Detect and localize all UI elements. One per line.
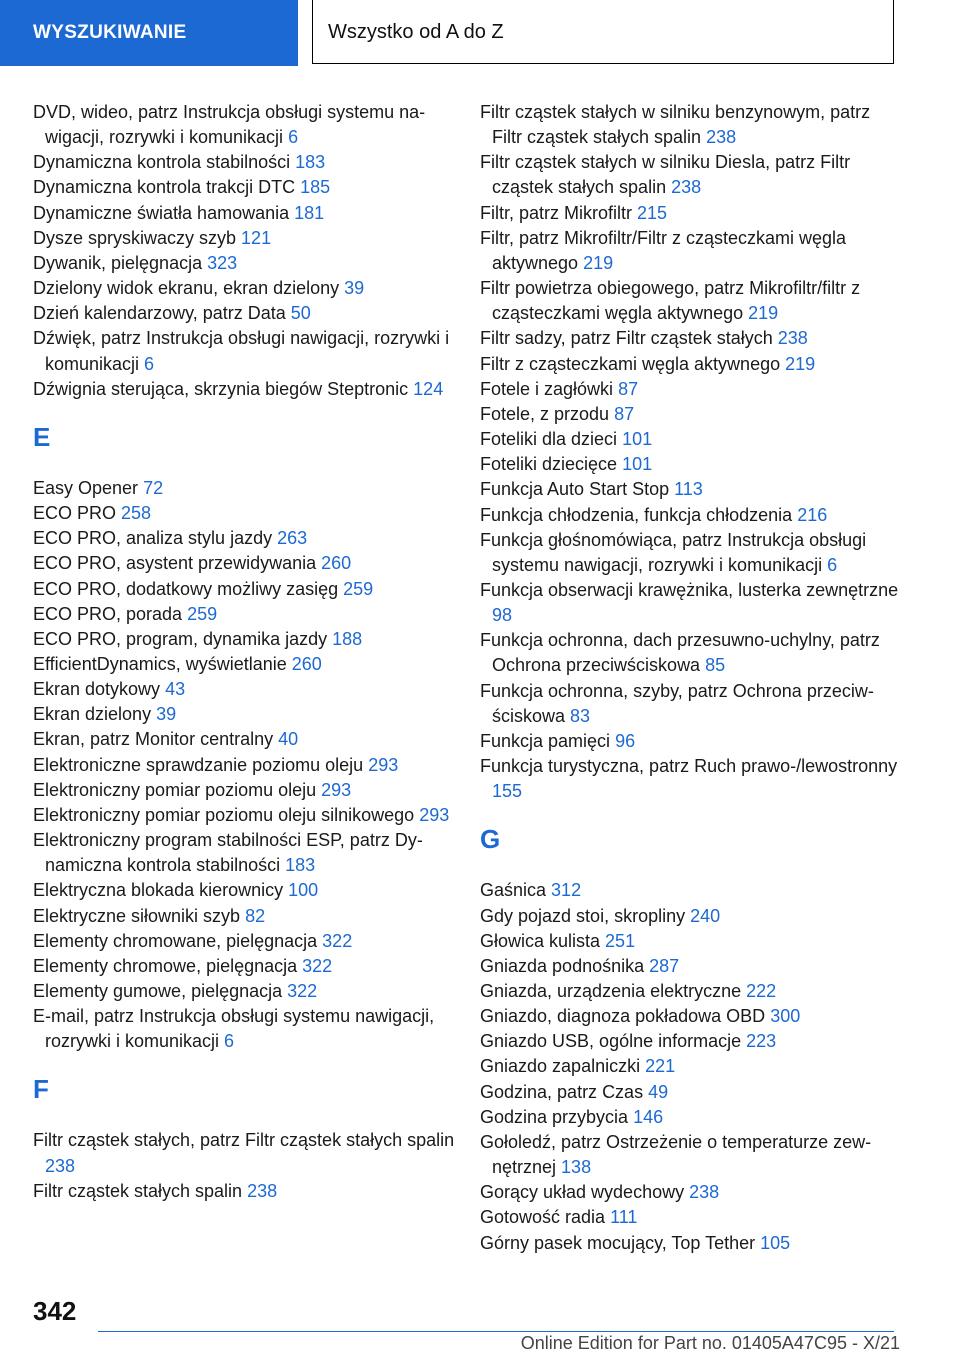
index-entry: [33, 476, 457, 501]
index-entry-text: Gniazdo zapalniczki: [480, 1056, 646, 1077]
index-entry: [33, 1179, 457, 1204]
index-entry-text: Dźwignia sterująca, skrzynia biegów Steptronic: [33, 378, 414, 399]
index-entry: [33, 251, 457, 276]
index-entry-text: Elektroniczny pomiar poziomu oleju: [33, 779, 322, 800]
index-entry-text: Filtr cząstek stałych, patrz Filtr cząstek stałych spalin: [33, 1130, 455, 1151]
index-entry-text: Dywanik, pielęgnacja: [33, 252, 208, 273]
page-link[interactable]: 87: [618, 378, 639, 399]
page-link[interactable]: 43: [165, 679, 186, 700]
page-link[interactable]: 238: [689, 1182, 720, 1203]
page-link[interactable]: 100: [288, 880, 319, 901]
index-entry: [33, 979, 457, 1004]
page-link[interactable]: 322: [322, 930, 353, 951]
index-entry-text: Godzina, patrz Czas: [480, 1081, 649, 1102]
page-link[interactable]: 260: [321, 553, 352, 574]
index-entry: [480, 100, 904, 150]
page-link[interactable]: 222: [746, 981, 777, 1001]
index-entry: [33, 577, 457, 602]
index-entry-text: Gniazdo USB, ogólne informacje: [480, 1031, 747, 1052]
index-entry-text: Ekran dzielony: [33, 704, 157, 725]
page-link[interactable]: 238: [706, 127, 737, 148]
page-link[interactable]: 259: [343, 578, 374, 599]
index-entry: [480, 201, 904, 226]
index-entry: [33, 276, 457, 301]
index-entry: [480, 1231, 904, 1256]
page-link[interactable]: 287: [649, 955, 680, 976]
index-entry: [480, 402, 904, 427]
page-link[interactable]: 293: [419, 804, 450, 825]
index-entry-text: ECO PRO, porada: [33, 603, 188, 624]
index-entry-text: Elektryczne siłowniki szyb: [33, 905, 246, 926]
index-entry: [33, 904, 457, 929]
page-link[interactable]: 183: [295, 152, 326, 173]
page-link[interactable]: 82: [245, 905, 266, 926]
index-letter-heading: G: [480, 824, 501, 855]
page-link[interactable]: 188: [332, 628, 363, 649]
index-entry-text: Funkcja turystyczna, patrz Ruch prawo-/lewostronny: [480, 756, 898, 777]
index-entry: [33, 753, 457, 778]
page-link[interactable]: 40: [278, 729, 299, 750]
index-entry: [480, 729, 904, 754]
index-entry-text: Funkcja chłodzenia, funkcja chłodzenia: [480, 504, 798, 525]
page-link[interactable]: 39: [156, 704, 177, 725]
page-link[interactable]: 124: [413, 378, 444, 399]
index-entry-text: EfficientDynamics, wyświetlanie: [33, 653, 292, 674]
page-title: Wszystko od A do Z: [312, 0, 894, 64]
index-entry: [480, 528, 904, 578]
index-entry-text: Gdy pojazd stoi, skropliny: [480, 905, 691, 926]
index-entry-text: Fotele i zagłówki: [480, 378, 619, 399]
index-entry: [480, 352, 904, 377]
index-entry-text: Gotowość radia: [480, 1207, 611, 1228]
page-link[interactable]: 240: [690, 905, 721, 926]
index-entry-text: Ekran dotykowy: [33, 679, 166, 700]
page-link[interactable]: 6: [144, 353, 155, 374]
index-entry-text: ECO PRO, asystent przewidywania: [33, 553, 322, 574]
page-link[interactable]: 258: [121, 503, 152, 524]
index-entry: [480, 377, 904, 402]
index-column-left: [33, 100, 457, 1204]
index-entry-text: Ekran, patrz Monitor centralny: [33, 729, 279, 750]
index-entry-text: Easy Opener: [33, 477, 144, 498]
index-entry-text: Dynamiczna kontrola stabilności: [33, 152, 296, 173]
index-entry: [480, 1180, 904, 1205]
page-link[interactable]: 101: [622, 429, 653, 450]
index-entry-text: Elektryczna blokada kierownicy: [33, 880, 289, 901]
index-entry: [33, 778, 457, 803]
index-letter-heading: F: [33, 1074, 49, 1105]
index-entry: [480, 578, 904, 628]
index-entry-text: Funkcja Auto Start Stop: [480, 479, 675, 500]
page-link[interactable]: 238: [45, 1155, 76, 1176]
index-entry-text: Elementy chromowane, pielęgnacja: [33, 930, 323, 951]
index-entry: [33, 652, 457, 677]
index-entry-text: Filtr cząstek stałych spalin: [33, 1180, 248, 1201]
page-link[interactable]: 322: [302, 955, 333, 976]
index-entry-text: Godzina przybycia: [480, 1106, 634, 1127]
page-link[interactable]: 221: [645, 1056, 676, 1077]
index-entry: [480, 150, 904, 200]
index-entry-text: Filtr, patrz Mikrofiltr/Filtr z cząsteczkami węgla aktywnego: [480, 227, 847, 273]
index-entry-text: Filtr, patrz Mikrofiltr: [480, 202, 638, 223]
page-number: 342: [33, 1296, 77, 1326]
page-link[interactable]: 6: [827, 554, 838, 575]
page-link[interactable]: 85: [705, 655, 726, 676]
index-entry: [33, 377, 457, 402]
page-link[interactable]: 259: [187, 603, 218, 624]
index-entry: [33, 727, 457, 752]
page-link[interactable]: 300: [770, 1006, 801, 1027]
page-link[interactable]: 105: [760, 1232, 791, 1253]
index-entry: [33, 803, 457, 828]
page-link[interactable]: 98: [492, 605, 513, 626]
index-entry: [33, 201, 457, 226]
page-link[interactable]: 260: [291, 653, 322, 674]
index-entry: [33, 551, 457, 576]
index-entry: [480, 1054, 904, 1079]
footer-edition: Online Edition for Part no. 01405A47C95 - X/21: [520, 1333, 900, 1353]
index-entry-text: DVD, wideo, patrz Instrukcja obsługi systemu nawigacji, rozrywki i komunikacji: [33, 102, 426, 148]
index-column-right: [480, 100, 904, 1256]
index-entry: [480, 452, 904, 477]
page-link[interactable]: 219: [583, 252, 614, 273]
index-entry-text: Foteliki dla dzieci: [480, 429, 623, 450]
index-entry: [33, 677, 457, 702]
index-entry: [480, 754, 904, 804]
page-link[interactable]: 39: [344, 278, 365, 299]
page-link[interactable]: 111: [610, 1207, 638, 1228]
index-entry-text: Gołoledź, patrz Ostrzeżenie o temperaturze zewnętrznej: [480, 1131, 872, 1178]
index-entry-text: Elektroniczne sprawdzanie poziomu oleju: [33, 754, 369, 775]
page-link[interactable]: 49: [648, 1081, 669, 1102]
page-link[interactable]: 219: [785, 353, 816, 374]
index-entry-text: Głowica kulista: [480, 930, 606, 951]
index-entry: [33, 929, 457, 954]
index-entry: [33, 100, 457, 150]
index-entry: [480, 226, 904, 276]
index-entry-text: Dzień kalendarzowy, patrz Data: [33, 303, 291, 324]
index-entry: [33, 828, 457, 878]
index-entry-text: Foteliki dziecięce: [480, 454, 623, 475]
page-link[interactable]: 113: [674, 479, 703, 500]
page-link[interactable]: 6: [288, 127, 299, 148]
index-entry-text: Dynamiczne światła hamowania: [33, 202, 295, 223]
index-entry: [33, 226, 457, 251]
index-entry: [480, 477, 904, 502]
index-entry: [480, 929, 904, 954]
index-entry: [480, 1205, 904, 1230]
page-link[interactable]: 238: [671, 177, 702, 198]
index-entry-text: Gorący układ wydechowy: [480, 1182, 690, 1203]
index-entry-text: Funkcja ochronna, szyby, patrz Ochrona przeciwściskowa: [480, 680, 874, 726]
index-entry: [480, 1130, 904, 1180]
index-entry-text: Fotele, z przodu: [480, 403, 615, 424]
page-link[interactable]: 121: [241, 227, 272, 248]
index-entry: [33, 627, 457, 652]
index-entry: [480, 628, 904, 678]
index-entry-text: Funkcja głośnomówiąca, patrz Instrukcja obsługi systemu nawigacji, rozrywki i komunikacji: [480, 529, 867, 575]
index-entry-text: ECO PRO: [33, 503, 122, 524]
index-entry: [33, 526, 457, 551]
index-entry: [33, 175, 457, 200]
page-link[interactable]: 293: [368, 754, 399, 775]
page-link[interactable]: 138: [561, 1157, 592, 1178]
index-entry-text: Gaśnica: [480, 880, 552, 901]
index-entry-text: ECO PRO, analiza stylu jazdy: [33, 528, 278, 549]
index-entry-text: Gniazda, urządzenia elektryczne: [480, 981, 747, 1001]
index-entry: [480, 1004, 904, 1029]
page-link[interactable]: 223: [746, 1031, 777, 1052]
index-entry-text: Dysze spryskiwaczy szyb: [33, 227, 242, 248]
index-entry-text: Funkcja ochronna, dach przesuwno-uchylny, patrz Ochrona przeciwściskowa: [480, 630, 880, 676]
index-entry-text: Dzielony widok ekranu, ekran dzielony: [33, 278, 345, 299]
page-link[interactable]: 216: [797, 504, 828, 525]
index-entry: [33, 702, 457, 727]
page-link[interactable]: 293: [321, 779, 352, 800]
index-entry: [33, 878, 457, 903]
index-letter-heading: E: [33, 421, 51, 452]
index-entry: [480, 503, 904, 528]
index-entry-text: Filtr cząstek stałych w silniku benzynowym, patrz Filtr cząstek stałych spalin: [480, 102, 871, 148]
index-entry: [480, 276, 904, 326]
index-entry-text: ECO PRO, program, dynamika jazdy: [33, 628, 333, 649]
index-entry: [480, 878, 904, 903]
page-link[interactable]: 215: [637, 202, 668, 223]
index-entry-text: Funkcja pamięci: [480, 730, 616, 751]
index-entry-text: ECO PRO, dodatkowy możliwy zasięg: [33, 578, 344, 599]
page-link[interactable]: 251: [605, 930, 636, 951]
page-link[interactable]: 238: [247, 1180, 278, 1201]
index-entry: [33, 501, 457, 526]
index-entry-text: Gniazda podnośnika: [480, 955, 650, 976]
index-entry-text: Elektroniczny program stabilności ESP, patrz Dynamiczna kontrola stabilności: [33, 830, 423, 876]
index-entry: [480, 427, 904, 452]
page-link[interactable]: 219: [748, 303, 779, 324]
index-entry: [33, 1004, 457, 1054]
page-link[interactable]: 312: [551, 880, 582, 901]
index-entry: [480, 904, 904, 929]
section-tab[interactable]: WYSZUKIWANIE: [0, 0, 298, 66]
page-link[interactable]: 96: [615, 730, 636, 751]
page-link[interactable]: 322: [287, 981, 318, 1001]
index-entry: [480, 679, 904, 729]
page-link[interactable]: 6: [224, 1031, 235, 1052]
index-entry: [480, 1105, 904, 1130]
page-link[interactable]: 323: [207, 252, 238, 273]
index-entry: [480, 954, 904, 979]
index-entry: [33, 326, 457, 376]
index-entry: [480, 979, 904, 1004]
index-entry-text: Elementy gumowe, pielęgnacja: [33, 981, 288, 1001]
page-link[interactable]: 101: [622, 454, 653, 475]
index-entry-text: Dynamiczna kontrola trakcji DTC: [33, 177, 301, 198]
index-entry-text: Funkcja obserwacji krawężnika, lusterka zewnętrzne: [480, 579, 899, 600]
index-entry-text: Gniazdo, diagnoza pokładowa OBD: [480, 1006, 771, 1027]
page-link[interactable]: 185: [300, 177, 331, 198]
index-entry-text: Elektroniczny pomiar poziomu oleju silnikowego: [33, 804, 420, 825]
index-entry: [33, 301, 457, 326]
index-entry: [33, 1128, 457, 1178]
page-link[interactable]: 181: [294, 202, 325, 223]
page-link[interactable]: 183: [285, 855, 316, 876]
index-entry-text: Filtr powietrza obiegowego, patrz Mikrofiltr/filtr z cząsteczkami węgla aktywnego: [480, 278, 861, 324]
index-entry: [480, 1029, 904, 1054]
page-link[interactable]: 83: [570, 705, 591, 726]
page-link[interactable]: 238: [777, 328, 808, 349]
header: [0, 0, 960, 66]
index-entry: [33, 602, 457, 627]
index-entry-text: Elementy chromowe, pielęgnacja: [33, 955, 303, 976]
index-entry: [480, 1080, 904, 1105]
page-link[interactable]: 87: [614, 403, 635, 424]
footer-divider: [98, 1331, 894, 1332]
page-link[interactable]: 263: [277, 528, 308, 549]
page-link[interactable]: 50: [290, 303, 311, 324]
index-entry-text: Górny pasek mocujący, Top Tether: [480, 1232, 761, 1253]
index-entry-text: Dźwięk, patrz Instrukcja obsługi nawigacji, rozrywki i komunikacji: [33, 328, 450, 374]
page-link[interactable]: 155: [492, 781, 523, 802]
index-entry: [480, 326, 904, 351]
index-entry-text: Filtr sadzy, patrz Filtr cząstek stałych: [480, 328, 778, 349]
page-link[interactable]: 72: [143, 477, 164, 498]
index-entry: [33, 954, 457, 979]
index-entry-text: Filtr cząstek stałych w silniku Diesla, patrz Filtr cząstek stałych spalin: [480, 152, 851, 198]
index-entry: [33, 150, 457, 175]
page-link[interactable]: 146: [633, 1106, 664, 1127]
index-entry-text: Filtr z cząsteczkami węgla aktywnego: [480, 353, 786, 374]
index-entry-text: E-mail, patrz Instrukcja obsługi systemu nawigacji, rozrywki i komunikacji: [33, 1006, 435, 1052]
